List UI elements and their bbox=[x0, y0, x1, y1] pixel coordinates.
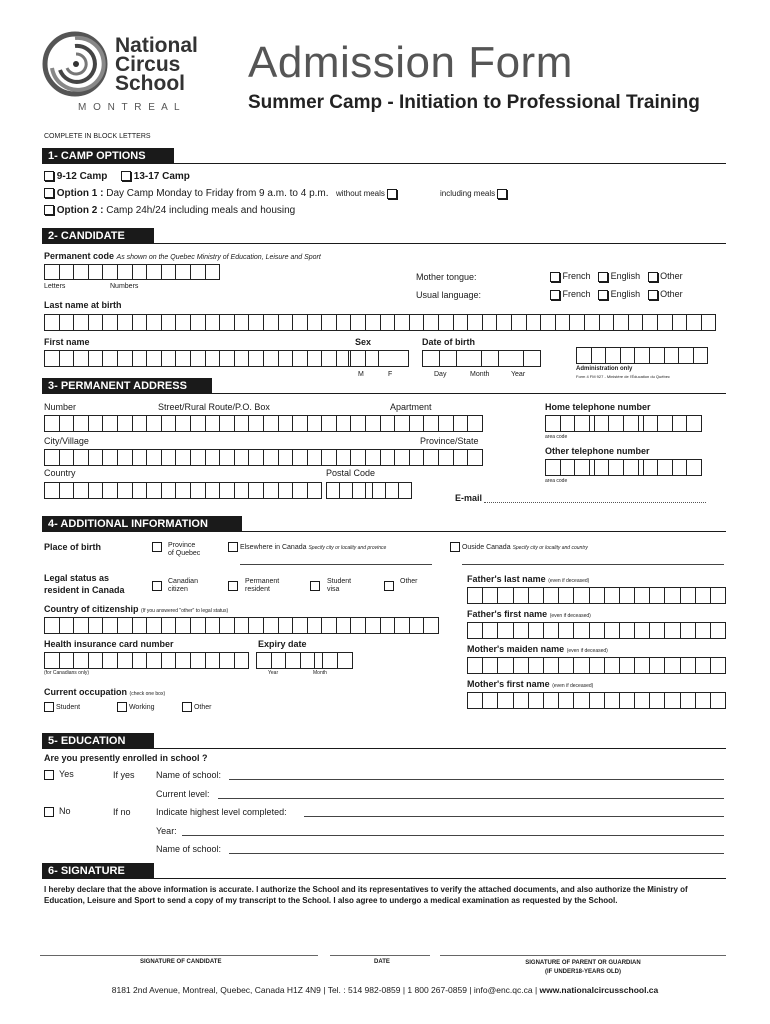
city-label: City/Village bbox=[44, 436, 89, 446]
sex-label: Sex bbox=[355, 337, 372, 347]
sex-f: F bbox=[388, 371, 393, 378]
option-1-row[interactable] bbox=[44, 188, 329, 199]
camp-9-12-option[interactable] bbox=[44, 171, 107, 182]
email-label: E-mail bbox=[455, 493, 483, 503]
camp-13-17-label: 13-17 Camp bbox=[133, 171, 190, 182]
letters-caption: Letters bbox=[44, 283, 66, 290]
enrolled-yes-option[interactable] bbox=[44, 769, 74, 780]
mt-other-label: Other bbox=[660, 271, 683, 281]
fathers-first-label bbox=[467, 609, 591, 619]
usual-language-label: Usual language: bbox=[416, 290, 482, 300]
postal-label: Postal Code bbox=[326, 468, 376, 478]
year-label: Year: bbox=[156, 826, 177, 836]
if-no-label: If no bbox=[113, 807, 131, 817]
current-level-line[interactable] bbox=[218, 798, 724, 799]
permanent-code-grid[interactable] bbox=[44, 264, 220, 280]
sig-parent-line[interactable] bbox=[440, 955, 726, 956]
option-1-checkbox[interactable] bbox=[44, 188, 54, 198]
occupation-note: (check one box) bbox=[129, 691, 166, 697]
pob-quebec-line2: of Quebec bbox=[168, 550, 201, 557]
current-level-label: Current level: bbox=[156, 789, 210, 799]
mother-tongue-options[interactable] bbox=[550, 271, 683, 282]
occ-other-label: Other bbox=[193, 703, 212, 711]
pob-elsewhere-option[interactable] bbox=[228, 542, 386, 552]
sig-candidate-label: SIGNATURE OF CANDIDATE bbox=[140, 959, 222, 965]
permanent-code-text: Permanent code bbox=[44, 251, 115, 261]
pob-quebec-label bbox=[168, 542, 200, 558]
ul-french-label: French bbox=[562, 289, 591, 299]
name-school-2-line[interactable] bbox=[229, 853, 724, 854]
last-name-grid[interactable] bbox=[44, 314, 716, 331]
section-5-rule bbox=[154, 748, 726, 749]
section-3-rule bbox=[212, 393, 726, 394]
ls-student-label bbox=[327, 578, 351, 594]
ls-canadian-checkbox[interactable] bbox=[152, 581, 162, 591]
pob-elsewhere-note: Specify city or locality and province bbox=[308, 544, 387, 551]
camp-9-12-checkbox[interactable] bbox=[44, 171, 54, 181]
address-grid[interactable] bbox=[44, 415, 483, 432]
citizenship-note: (If you answered "other" to legal status) bbox=[141, 608, 229, 614]
sig-parent-line1: SIGNATURE OF PARENT OR GUARDIAN bbox=[525, 960, 641, 966]
pob-quebec-line1: Province bbox=[168, 542, 196, 549]
without-meals-option[interactable] bbox=[336, 189, 397, 199]
expiry-month: Month bbox=[313, 670, 327, 676]
usual-language-options[interactable] bbox=[550, 289, 683, 300]
pob-outside-note: Specify city or locality and country bbox=[512, 544, 588, 551]
sig-candidate-line[interactable] bbox=[40, 955, 318, 956]
admin-only-note: Form 4 FM 927 - Ministère de l'Éducation du Québec bbox=[576, 374, 670, 379]
option-2-row[interactable] bbox=[44, 205, 295, 216]
highest-level-label: Indicate highest level completed: bbox=[156, 807, 287, 817]
ul-french-checkbox[interactable] bbox=[550, 290, 560, 300]
fathers-last-text: Father's last name bbox=[467, 574, 546, 584]
camp-9-12-label: 9-12 Camp bbox=[56, 171, 108, 182]
camp-13-17-checkbox[interactable] bbox=[121, 171, 131, 181]
occ-working-checkbox[interactable] bbox=[117, 702, 127, 712]
ls-other-option[interactable] bbox=[384, 577, 394, 595]
name-school-line[interactable] bbox=[229, 779, 724, 780]
sex-m: M bbox=[358, 371, 364, 378]
occupation-text: Current occupation bbox=[44, 687, 128, 697]
legal-status-line1: Legal status as bbox=[44, 573, 110, 583]
section-1-header: 1- CAMP OPTIONS bbox=[42, 148, 174, 164]
pob-outside-line[interactable] bbox=[462, 564, 724, 565]
ls-student-checkbox[interactable] bbox=[310, 581, 320, 591]
enrolled-no-label: No bbox=[59, 806, 71, 816]
ul-english-checkbox[interactable] bbox=[598, 290, 608, 300]
mt-other-checkbox[interactable] bbox=[648, 272, 658, 282]
camp-13-17-option[interactable] bbox=[121, 171, 190, 182]
enrolled-yes-label: Yes bbox=[59, 769, 74, 779]
permanent-code-label bbox=[44, 251, 321, 261]
number-label: Number bbox=[44, 402, 77, 412]
dob-month: Month bbox=[470, 371, 490, 378]
dob-grid[interactable] bbox=[422, 350, 541, 367]
section-1-rule bbox=[174, 163, 726, 164]
name-school-2-label: Name of school: bbox=[156, 844, 222, 854]
mother-tongue-label: Mother tongue: bbox=[416, 272, 477, 282]
section-5-header: 5- EDUCATION bbox=[42, 733, 154, 749]
country-grid[interactable] bbox=[44, 482, 322, 499]
area-code-1: area code bbox=[545, 434, 568, 440]
mt-french-checkbox[interactable] bbox=[550, 272, 560, 282]
ls-student-option[interactable] bbox=[310, 577, 320, 595]
occ-working-label: Working bbox=[128, 703, 155, 711]
highest-level-line[interactable] bbox=[304, 816, 724, 817]
section-4-header: 4- ADDITIONAL INFORMATION bbox=[42, 516, 242, 532]
mt-french-label: French bbox=[562, 271, 591, 281]
pob-outside-option[interactable] bbox=[450, 542, 588, 552]
last-name-label: Last name at birth bbox=[44, 300, 122, 310]
logo-line-1: National bbox=[115, 34, 198, 57]
footer-website-link[interactable]: www.nationalcircusschool.ca bbox=[539, 985, 659, 995]
mothers-maiden-label bbox=[467, 644, 608, 654]
ul-english-label: English bbox=[610, 289, 641, 299]
including-meals-label: including meals bbox=[440, 189, 496, 199]
pob-quebec-option[interactable] bbox=[152, 542, 162, 552]
city-grid[interactable] bbox=[44, 449, 483, 466]
canadians-only-note: (for Canadians only) bbox=[44, 670, 90, 676]
sig-parent-line2: (IF UNDER18-YEARS OLD) bbox=[544, 969, 621, 975]
ls-permanent-option[interactable] bbox=[228, 577, 238, 595]
citizenship-text: Country of citizenship bbox=[44, 604, 139, 614]
footer-address: 8181 2nd Avenue, Montreal, Quebec, Canada H1Z 4N9 | Tel. : 514 982-0859 | 1 800 267-0859 | info@enc.qc.ca | bbox=[111, 985, 540, 995]
dob-day: Day bbox=[434, 371, 447, 378]
occ-student-option[interactable] bbox=[44, 702, 80, 712]
fathers-last-label bbox=[467, 574, 589, 584]
occupation-label bbox=[44, 687, 165, 697]
first-name-grid[interactable] bbox=[44, 350, 366, 367]
mothers-maiden-text: Mother's maiden name bbox=[467, 644, 565, 654]
admin-only-label: Administration only bbox=[576, 366, 633, 372]
enrolled-yes-checkbox[interactable] bbox=[44, 770, 54, 780]
sig-date-line[interactable] bbox=[330, 955, 430, 956]
numbers-caption: Numbers bbox=[110, 283, 139, 290]
name-school-label: Name of school: bbox=[156, 770, 222, 780]
ls-canadian-label bbox=[168, 578, 198, 594]
citizenship-grid[interactable] bbox=[44, 617, 439, 634]
fathers-first-note: (even if deceased) bbox=[549, 613, 591, 619]
section-6-rule bbox=[154, 878, 726, 879]
including-meals-checkbox[interactable] bbox=[497, 189, 507, 199]
ls-permanent-line2: resident bbox=[245, 586, 270, 593]
ls-canadian-line1: Canadian bbox=[168, 578, 198, 585]
including-meals-option[interactable] bbox=[440, 189, 507, 199]
area-code-2: area code bbox=[545, 478, 568, 484]
apartment-label: Apartment bbox=[390, 402, 432, 412]
pob-quebec-checkbox[interactable] bbox=[152, 542, 162, 552]
fathers-first-grid[interactable] bbox=[467, 622, 726, 639]
mothers-maiden-note: (even if deceased) bbox=[566, 648, 608, 654]
ls-canadian-option[interactable] bbox=[152, 577, 162, 595]
occ-working-option[interactable] bbox=[117, 702, 155, 712]
country-label: Country bbox=[44, 468, 76, 478]
dob-label: Date of birth bbox=[422, 337, 475, 347]
health-card-label: Health insurance card number bbox=[44, 639, 174, 649]
block-letters-note: COMPLETE IN BLOCK LETTERS bbox=[44, 133, 151, 140]
enrolled-question: Are you presently enrolled in school ? bbox=[44, 753, 208, 763]
pob-outside-checkbox[interactable] bbox=[450, 542, 460, 552]
health-card-grid[interactable] bbox=[44, 652, 249, 669]
mothers-first-text: Mother's first name bbox=[467, 679, 550, 689]
pob-elsewhere-line[interactable] bbox=[240, 564, 432, 565]
logo-line-2: Circus bbox=[115, 53, 181, 76]
option-2-checkbox[interactable] bbox=[44, 205, 54, 215]
street-label: Street/Rural Route/P.O. Box bbox=[158, 402, 270, 412]
pob-elsewhere-label: Elsewhere in Canada bbox=[239, 543, 307, 551]
postal-grid[interactable] bbox=[326, 482, 412, 499]
expiry-label: Expiry date bbox=[258, 639, 307, 649]
option-2-text: Camp 24h/24 including meals and housing bbox=[106, 205, 296, 216]
legal-status-line2: resident in Canada bbox=[44, 585, 125, 595]
other-tel-label: Other telephone number bbox=[545, 446, 650, 456]
ls-other-label: Other bbox=[400, 578, 418, 585]
mt-english-checkbox[interactable] bbox=[598, 272, 608, 282]
page-subtitle: Summer Camp - Initiation to Professional Training bbox=[248, 92, 700, 113]
email-line[interactable] bbox=[484, 502, 706, 503]
ls-canadian-line2: citizen bbox=[168, 586, 188, 593]
ls-other-checkbox[interactable] bbox=[384, 581, 394, 591]
declaration-text: I hereby declare that the above information is accurate. I authorize the School and its representatives to verify the attached documents, and also authorize the Ministry of Education, Leisure and Sport to send a copy of my transcript to the School. I also agree to undergo a medical examination as requested by the School. bbox=[44, 885, 688, 905]
section-2-rule bbox=[154, 243, 726, 244]
expiry-year: Year bbox=[268, 670, 279, 676]
pob-outside-label: Ouside Canada bbox=[461, 543, 511, 551]
occ-student-checkbox[interactable] bbox=[44, 702, 54, 712]
ul-other-label: Other bbox=[660, 289, 683, 299]
dob-year: Year bbox=[511, 371, 526, 378]
citizenship-label bbox=[44, 604, 228, 614]
spiral-logo-icon bbox=[40, 28, 110, 98]
fathers-last-grid[interactable] bbox=[467, 587, 726, 604]
sig-date-label: DATE bbox=[374, 959, 390, 965]
place-birth-label: Place of birth bbox=[44, 542, 102, 552]
fathers-last-note: (even if deceased) bbox=[548, 578, 590, 584]
footer bbox=[0, 985, 770, 995]
ls-permanent-checkbox[interactable] bbox=[228, 581, 238, 591]
mothers-first-label bbox=[467, 679, 593, 689]
option-1-label: Option 1 : bbox=[56, 188, 104, 199]
without-meals-checkbox[interactable] bbox=[387, 189, 397, 199]
mothers-maiden-grid[interactable] bbox=[467, 657, 726, 674]
admin-only-grid bbox=[576, 347, 708, 364]
first-name-label: First name bbox=[44, 337, 90, 347]
fathers-first-text: Father's first name bbox=[467, 609, 548, 619]
option-2-label: Option 2 : bbox=[56, 205, 104, 216]
ls-permanent-label bbox=[245, 578, 279, 594]
logo-line-3: School bbox=[115, 72, 186, 95]
mt-english-label: English bbox=[610, 271, 641, 281]
sex-grid[interactable] bbox=[348, 350, 409, 367]
permanent-code-note: As shown on the Quebec Ministry of Education, Leisure and Sport bbox=[116, 254, 321, 261]
expiry-grid[interactable] bbox=[256, 652, 353, 669]
occ-other-checkbox[interactable] bbox=[182, 702, 192, 712]
school-logo bbox=[40, 28, 220, 98]
ls-student-line2: visa bbox=[327, 586, 340, 593]
option-1-text: Day Camp Monday to Friday from 9 a.m. to 4 p.m. bbox=[106, 188, 329, 199]
enrolled-no-option[interactable] bbox=[44, 806, 71, 817]
other-tel-grid[interactable] bbox=[545, 459, 702, 476]
home-tel-label: Home telephone number bbox=[545, 402, 651, 412]
ul-other-checkbox[interactable] bbox=[648, 290, 658, 300]
sig-parent-label bbox=[440, 959, 726, 977]
ls-student-line1: Student bbox=[327, 578, 352, 585]
section-2-header: 2- CANDIDATE bbox=[42, 228, 154, 244]
mothers-first-grid[interactable] bbox=[467, 692, 726, 709]
section-4-rule bbox=[242, 531, 726, 532]
legal-status-label bbox=[44, 572, 125, 596]
enrolled-no-checkbox[interactable] bbox=[44, 807, 54, 817]
section-6-header: 6- SIGNATURE bbox=[42, 863, 154, 879]
occ-student-label: Student bbox=[55, 703, 81, 711]
page-title: Admission Form bbox=[248, 38, 573, 87]
occ-other-option[interactable] bbox=[182, 702, 211, 712]
province-label: Province/State bbox=[420, 436, 479, 446]
pob-elsewhere-checkbox[interactable] bbox=[228, 542, 238, 552]
mothers-first-note: (even if deceased) bbox=[552, 683, 594, 689]
logo-city: M O N T R E A L bbox=[78, 102, 182, 113]
ls-permanent-line1: Permanent bbox=[245, 578, 280, 585]
home-tel-grid[interactable] bbox=[545, 415, 702, 432]
if-yes-label: If yes bbox=[113, 770, 135, 780]
year-line[interactable] bbox=[182, 835, 724, 836]
without-meals-label: without meals bbox=[336, 189, 385, 199]
section-3-header: 3- PERMANENT ADDRESS bbox=[42, 378, 212, 394]
